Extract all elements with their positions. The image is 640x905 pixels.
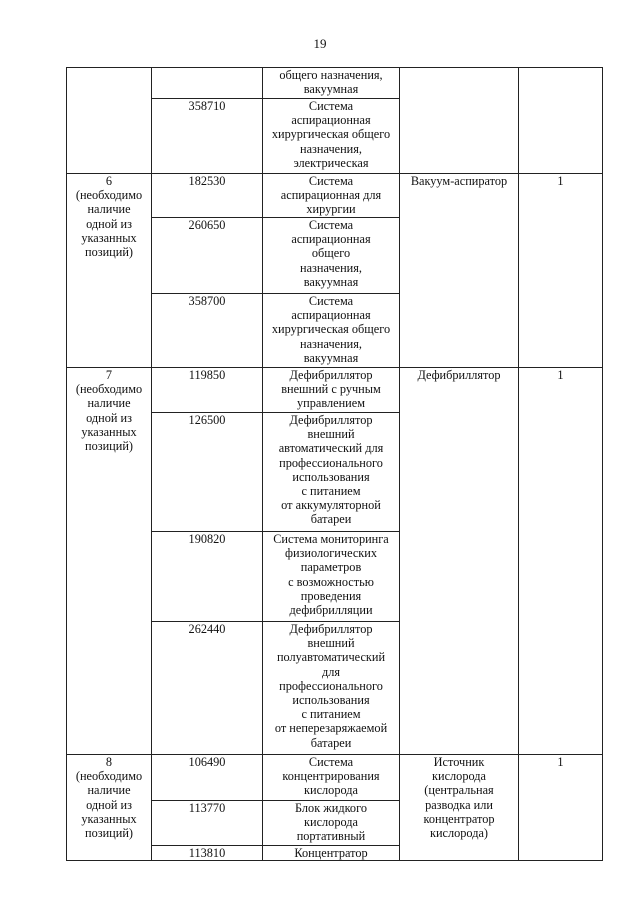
- kind-cell: [400, 68, 519, 174]
- table-row: [67, 368, 603, 413]
- kind-cell: Источник кислорода (центральная разводка или концентратор кислорода): [400, 755, 519, 861]
- code-cell: [152, 68, 263, 99]
- code-cell: 358710: [152, 99, 263, 174]
- name-cell: Система концентрирования кислорода: [263, 755, 400, 801]
- kind-cell: Вакуум-аспиратор: [400, 174, 519, 368]
- name-cell: общего назначения, вакуумная: [263, 68, 400, 99]
- code-cell: 182530: [152, 174, 263, 218]
- table-row: [67, 755, 603, 801]
- name-cell: Дефибриллятор внешний полуавтоматический для профессионального использования с питанием от неперезаряжаемой батареи: [263, 622, 400, 755]
- position-cell: 6 (необходимо наличие одной из указанных позиций): [67, 174, 152, 368]
- quantity-cell: 1: [519, 755, 603, 861]
- table-row: [67, 174, 603, 218]
- position-cell: [67, 68, 152, 174]
- code-cell: 119850: [152, 368, 263, 413]
- name-cell: Система аспирационная для хирургии: [263, 174, 400, 218]
- code-cell: 113810: [152, 846, 263, 861]
- code-cell: 190820: [152, 532, 263, 622]
- name-cell: Система аспирационная хирургическая общего назначения, вакуумная: [263, 294, 400, 368]
- position-cell: 8 (необходимо наличие одной из указанных позиций): [67, 755, 152, 861]
- code-cell: 106490: [152, 755, 263, 801]
- page-number: 19: [313, 36, 327, 51]
- name-cell: Система мониторинга физиологических параметров с возможностью проведения дефибрилляции: [263, 532, 400, 622]
- code-cell: 113770: [152, 801, 263, 846]
- code-cell: 358700: [152, 294, 263, 368]
- code-cell: 260650: [152, 218, 263, 294]
- name-cell: Блок жидкого кислорода портативный: [263, 801, 400, 846]
- kind-cell: Дефибриллятор: [400, 368, 519, 755]
- position-cell: 7 (необходимо наличие одной из указанных позиций): [67, 368, 152, 755]
- code-cell: 126500: [152, 413, 263, 532]
- name-cell: Система аспирационная хирургическая общего назначения, электрическая: [263, 99, 400, 174]
- name-cell: Система аспирационная общего назначения, вакуумная: [263, 218, 400, 294]
- name-cell: Дефибриллятор внешний автоматический для профессионального использования с питанием от аккумуляторной батареи: [263, 413, 400, 532]
- name-cell: Концентратор: [263, 846, 400, 861]
- quantity-cell: 1: [519, 368, 603, 755]
- table-row: [67, 68, 603, 99]
- equipment-table: [66, 67, 603, 861]
- quantity-cell: 1: [519, 174, 603, 368]
- code-cell: 262440: [152, 622, 263, 755]
- name-cell: Дефибриллятор внешний с ручным управлением: [263, 368, 400, 413]
- quantity-cell: [519, 68, 603, 174]
